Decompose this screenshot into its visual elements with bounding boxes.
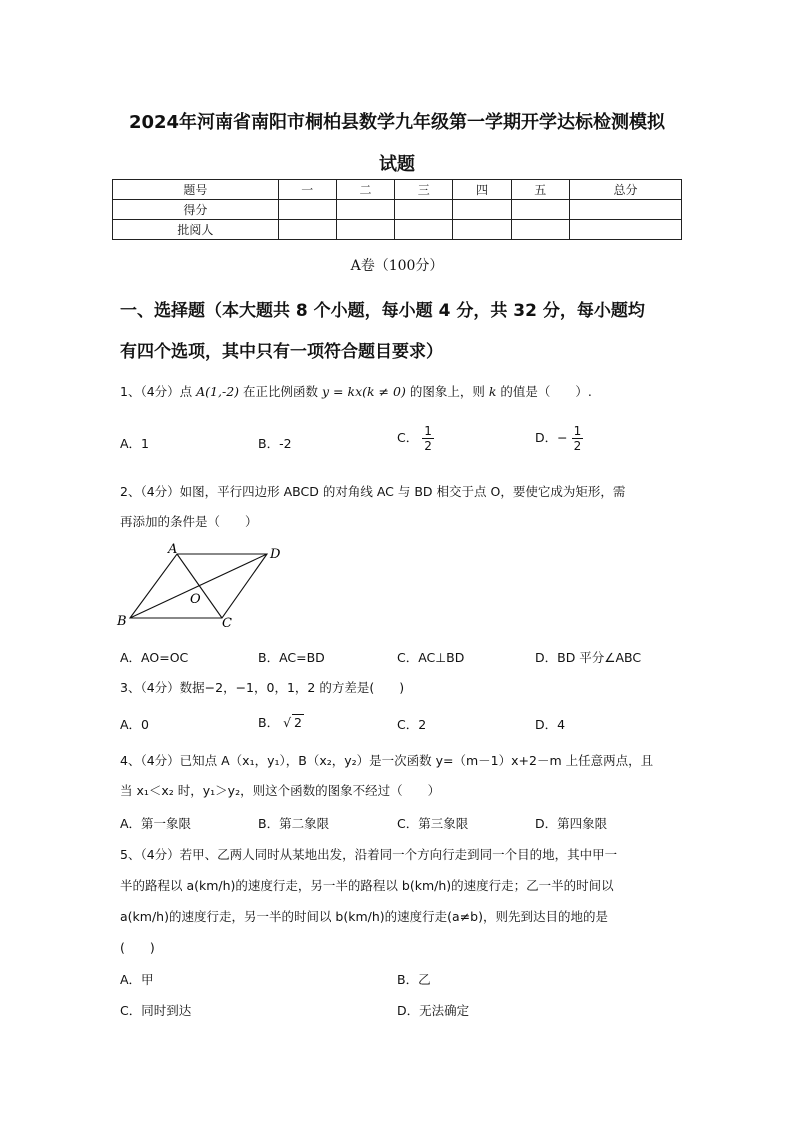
score-table-header-row	[113, 180, 682, 200]
score-table-header: 一	[278, 180, 336, 200]
score-cell	[395, 220, 453, 240]
question-2-line2: 再添加的条件是（ ）	[120, 514, 258, 529]
q5-option-d: D．无法确定	[397, 1003, 470, 1018]
q2-option-d: D．BD 平分∠ABC	[535, 650, 642, 665]
q3-option-b-label: B．	[258, 715, 280, 730]
fraction-numerator: 1	[424, 424, 432, 438]
q3-option-c: C．2	[397, 717, 427, 732]
score-table-row	[113, 220, 682, 240]
vertex-label-c: C	[222, 616, 232, 631]
q1-prefix: 1、（4分）点	[120, 384, 193, 399]
q1-option-d-label: D．−	[535, 430, 568, 445]
q1-option-a: A．1	[120, 436, 150, 451]
section-heading-line2: 有四个选项，其中只有一项符合题目要求）	[120, 342, 443, 362]
fraction-denominator: 2	[424, 439, 432, 453]
question-5-line4: ( )	[120, 940, 155, 955]
question-4-line1: 4、（4分）已知点 A（x₁，y₁），B（x₂，y₂）是一次函数 y=（m－1）x+2－m 上任意两点，且	[120, 753, 654, 768]
page-title-line2: 试题	[379, 154, 415, 175]
score-cell	[453, 220, 511, 240]
score-cell	[278, 220, 336, 240]
q4-option-a: A．第一象限	[120, 816, 192, 831]
question-5-line3: a(km/h)的速度行走，另一半的时间以 b(km/h)的速度行走(a≠b)，则先到达目的地的是	[120, 909, 608, 924]
q2-option-a: A．AO=OC	[120, 650, 189, 665]
score-cell	[511, 200, 569, 220]
q5-option-a: A．甲	[120, 972, 154, 987]
vertex-label-b: B	[117, 614, 127, 629]
q3-option-b	[258, 713, 304, 731]
score-table	[112, 179, 682, 240]
parallelogram-figure	[112, 540, 292, 632]
q3-option-a: A．0	[120, 717, 150, 732]
q1-option-d	[535, 424, 583, 453]
score-cell	[278, 200, 336, 220]
q1-suffix: 的值是（ ）.	[500, 384, 592, 399]
q1-option-c-label: C．	[397, 430, 419, 445]
vertex-label-a: A	[168, 542, 178, 557]
q1-option-c-fraction	[422, 424, 434, 453]
q1-option-d-fraction	[572, 424, 584, 453]
score-table-header: 二	[336, 180, 394, 200]
question-4-line2: 当 x₁＜x₂ 时，y₁＞y₂，则这个函数的图象不经过（ ）	[120, 783, 441, 798]
vertex-label-d: D	[270, 547, 281, 562]
score-cell	[395, 200, 453, 220]
q3-option-d: D．4	[535, 717, 566, 732]
q1-mid2: 的图象上，则	[409, 384, 485, 399]
score-cell	[569, 200, 681, 220]
q2-option-c: C．AC⊥BD	[397, 650, 465, 665]
sqrt-radicand: 2	[294, 715, 302, 730]
q5-option-b: B．乙	[397, 972, 431, 987]
volume-heading: A卷（100分）	[350, 258, 444, 274]
q1-point: A(1,-2)	[196, 384, 240, 399]
diagonal-bd	[130, 554, 267, 618]
q1-option-b: B．-2	[258, 436, 292, 451]
score-cell	[569, 220, 681, 240]
score-cell	[336, 200, 394, 220]
question-2-line1: 2、（4分）如图，平行四边形 ABCD 的对角线 AC 与 BD 相交于点 O，要使它成为矩形，需	[120, 484, 626, 499]
q5-option-c: C．同时到达	[120, 1003, 192, 1018]
center-label-o: O	[190, 592, 201, 607]
score-table-header: 题号	[113, 180, 279, 200]
question-1	[120, 382, 680, 400]
sqrt-symbol: √	[283, 715, 292, 730]
score-table-header: 四	[453, 180, 511, 200]
score-row-label: 得分	[113, 200, 279, 220]
q4-option-b: B．第二象限	[258, 816, 330, 831]
q4-option-d: D．第四象限	[535, 816, 608, 831]
question-3: 3、（4分）数据−2，−1，0，1，2 的方差是( )	[120, 680, 405, 695]
score-cell	[336, 220, 394, 240]
score-table-header: 总分	[569, 180, 681, 200]
q4-option-c: C．第三象限	[397, 816, 469, 831]
q1-option-c	[397, 424, 434, 453]
score-table-row	[113, 200, 682, 220]
fraction-denominator: 2	[573, 439, 582, 453]
fraction-numerator: 1	[573, 424, 582, 438]
q2-option-b: B．AC=BD	[258, 650, 325, 665]
score-cell	[453, 200, 511, 220]
q1-function: y = kx(k ≠ 0)	[322, 384, 406, 399]
section-heading-line1: 一、选择题（本大题共 8 个小题，每小题 4 分，共 32 分，每小题均	[120, 301, 645, 321]
question-5-line2: 半的路程以 a(km/h)的速度行走，另一半的路程以 b(km/h)的速度行走；乙一半的时间以	[120, 878, 614, 893]
score-cell	[511, 220, 569, 240]
score-table-header: 三	[395, 180, 453, 200]
q1-mid: 在正比例函数	[243, 384, 319, 399]
page-title-line1: 2024年河南省南阳市桐柏县数学九年级第一学期开学达标检测模拟	[128, 112, 666, 133]
question-5-line1: 5、（4分）若甲、乙两人同时从某地出发，沿着同一个方向行走到同一个目的地，其中甲一	[120, 847, 618, 862]
q1-k: k	[488, 384, 497, 399]
score-row-label: 批阅人	[113, 220, 279, 240]
score-table-header: 五	[511, 180, 569, 200]
